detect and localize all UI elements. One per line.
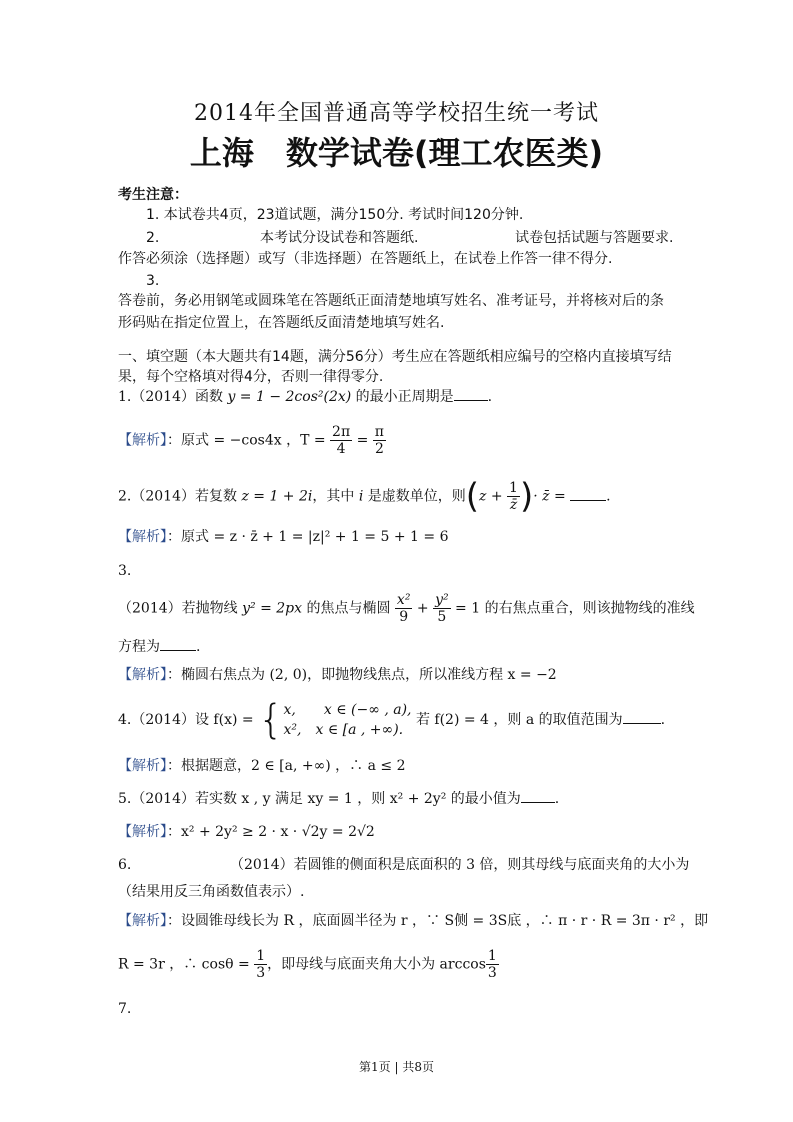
- q6-frac2-num: 1: [487, 948, 497, 964]
- notice-item-2-number: 2.: [146, 230, 160, 246]
- q3-plus: +: [412, 600, 434, 617]
- q5-text: 5.（2014）若实数 x , y 满足 xy = 1 ，则 x² + 2y² 的最小值为: [118, 791, 521, 807]
- q4-suffix: 若 f(2) = 4 ，则 a 的取值范围为: [415, 712, 623, 728]
- q1-frac-pi-2: [373, 424, 386, 457]
- q5-answer-blank: [521, 790, 555, 803]
- q5-solution: [118, 823, 375, 841]
- q1-frac1-num: 2π: [332, 424, 351, 440]
- q1-jiexi-label: 【解析】: [118, 432, 167, 449]
- notice-item-1: 1. 本试卷共4页，23道试题，满分150分. 考试时间120分钟.: [146, 207, 524, 223]
- notice-item-2-part-b: 试卷包括试题与答题要求.: [515, 230, 674, 246]
- q4-solution-text: ：根据题意，2 ∈ [a, +∞) ，∴ a ≤ 2: [167, 758, 406, 774]
- q4-prefix: 4.（2014）设 f(x) =: [118, 712, 259, 728]
- question-1: 1.（2014）函数 y = 1 − 2cos²(2x) 的最小正周期是 .: [118, 389, 493, 405]
- q6-frac-arccos: [486, 948, 499, 981]
- q1-prefix: 1.（2014）函数: [118, 389, 228, 405]
- q2-left-paren: (: [465, 476, 480, 517]
- q2-solution-text: ：原式 = z · z̄ + 1 = |z|² + 1 = 5 + 1 = 6: [167, 529, 449, 545]
- q3-suffix: 的右焦点重合，则该抛物线的准线: [484, 600, 695, 617]
- q7-number: 7.: [118, 1001, 132, 1017]
- q2-right-paren: ): [519, 476, 534, 517]
- q1-suffix: 的最小正周期是: [351, 389, 454, 405]
- question-4: 4.（2014）设 f(x) = { x, x ∈ (−∞ , a), x², x ∈ [a , +∞). 若 f(2) = 4 ，则 a 的取值范围为 .: [118, 697, 666, 743]
- exam-subtitle: 上海 数学试卷(理工农医类): [189, 134, 604, 172]
- section-heading-line-1: 一、填空题（本大题共有14题，满分56分）考生应在答题纸相应编号的空格内直接填写结: [118, 349, 672, 365]
- q4-left-brace: {: [258, 697, 284, 743]
- q3-frac-x2-9: [395, 592, 413, 625]
- notice-item-3-line-1: 答卷前，务必用钢笔或圆珠笔在答题纸正面清楚地填写姓名、准考证号，并将核对后的条: [118, 293, 664, 309]
- q4-solution: [118, 757, 406, 775]
- q6-jiexi-label: 【解析】: [118, 913, 167, 929]
- q4-answer-blank: [623, 711, 661, 724]
- q3-frac1-den: 9: [399, 609, 409, 625]
- q3-frac-y2-5: [433, 592, 451, 625]
- q6-frac-1-3: [254, 948, 267, 981]
- q1-solution-text: ：原式 = −cos4x ，T =: [167, 432, 331, 449]
- q1-frac1-den: 4: [336, 441, 346, 457]
- q1-formula: y = 1 − 2cos²(2x): [227, 389, 352, 405]
- q2-expr-a: z +: [479, 488, 508, 505]
- q6-frac2-den: 3: [487, 965, 497, 981]
- q2-frac: [507, 480, 520, 513]
- q5-jiexi-label: 【解析】: [118, 824, 167, 840]
- q2-expr-b: · z̄ =: [533, 488, 566, 505]
- q1-frac2-num: π: [374, 424, 384, 440]
- q6-solution-line-1: [118, 912, 708, 930]
- q2-text-2: 是虚数单位，则: [363, 488, 466, 505]
- q2-text-1: ，其中: [312, 488, 359, 505]
- q2-frac-den: z̄: [509, 497, 518, 513]
- q3-line-2-text: 方程为: [118, 639, 160, 655]
- q3-answer-blank: [160, 638, 196, 651]
- question-2: 2.（2014）若复数 z = 1 + 2i，其中 i 是虚数单位，则(z + $\frac{1}{z̄}$ )· z̄ = .: [118, 476, 611, 517]
- question-5: 5.（2014）若实数 x , y 满足 xy = 1 ，则 x² + 2y² 的最小值为 .: [118, 791, 560, 807]
- q6-number: 6.: [118, 857, 132, 873]
- page-footer: 第1页 | 共8页: [359, 1060, 434, 1074]
- notice-item-3-number: 3.: [146, 273, 160, 289]
- q2-solution: [118, 528, 448, 546]
- q3-prefix: （2014）若抛物线: [118, 600, 243, 617]
- q1-frac2-den: 2: [374, 441, 384, 457]
- q2-imag-unit: i: [358, 488, 364, 505]
- q3-frac1-num: x²: [396, 592, 411, 608]
- q4-piecewise: [284, 700, 412, 740]
- q2-prefix: 2.（2014）若复数: [118, 488, 242, 505]
- q3-frac2-den: 5: [437, 609, 447, 625]
- q4-jiexi-label: 【解析】: [118, 758, 167, 774]
- section-heading-line-2: 果，每个空格填对得4分，否则一律得零分.: [118, 369, 384, 385]
- notice-item-2-part-a: 本考试分设试卷和答题纸.: [260, 230, 419, 246]
- q6-solution-text-1: ：设圆锥母线长为 R ，底面圆半径为 r ，∵ S侧 = 3S底 ，∴ π · r · R = 3π · r² ，即: [167, 913, 709, 929]
- notice-heading: 考生注意：: [118, 187, 188, 203]
- q6-solution-text-2: R = 3r ，∴ cosθ =: [118, 956, 255, 973]
- q6-solution-line-2: [118, 948, 499, 981]
- q1-equals: =: [352, 432, 373, 449]
- q6-frac1-den: 3: [256, 965, 266, 981]
- q3-frac2-num: y²: [435, 592, 449, 608]
- q2-answer-blank: [570, 488, 606, 501]
- q3-solution: [118, 666, 557, 684]
- q6-frac1-num: 1: [256, 948, 266, 964]
- q3-number: 3.: [118, 563, 132, 579]
- exam-title: 2014年全国普通高等学校招生统一考试: [194, 101, 599, 126]
- q1-solution: [118, 424, 386, 457]
- question-3: [118, 592, 695, 625]
- q3-solution-text: ：椭圆右焦点为 (2, 0)，即抛物线焦点，所以准线方程 x = −2: [167, 667, 557, 683]
- q4-case-2: x², x ∈ [a , +∞).: [283, 722, 404, 738]
- q4-case-1: x, x ∈ (−∞ , a),: [283, 702, 412, 718]
- q3-equals-one: = 1: [450, 600, 485, 617]
- q6-solution-text-3: ，即母线与底面夹角大小为 arccos: [267, 956, 486, 973]
- q1-answer-blank: [454, 388, 488, 401]
- q2-frac-num: 1: [509, 480, 518, 496]
- q2-jiexi-label: 【解析】: [118, 529, 167, 545]
- q3-line-2: 方程为 .: [118, 639, 201, 655]
- q3-jiexi-label: 【解析】: [118, 667, 167, 683]
- notice-item-3-line-2: 形码贴在指定位置上，在答题纸反面清楚地填写姓名.: [118, 315, 445, 331]
- q3-parabola: y² = 2px: [242, 600, 303, 617]
- q3-text-1: 的焦点与椭圆: [302, 600, 395, 617]
- q5-solution-text: ：x² + 2y² ≥ 2 · x · √2y = 2√2: [167, 824, 375, 840]
- q2-complex-z: z = 1 + 2i: [241, 488, 313, 505]
- notice-item-2-part-c: 作答必须涂（选择题）或写（非选择题）在答题纸上，在试卷上作答一律不得分.: [118, 251, 613, 267]
- q1-frac-2pi-4: [330, 424, 352, 457]
- q6-text-line-2: （结果用反三角函数值表示）.: [118, 884, 305, 900]
- q6-text-line-1: （2014）若圆锥的侧面积是底面积的 3 倍，则其母线与底面夹角的大小为: [230, 857, 690, 873]
